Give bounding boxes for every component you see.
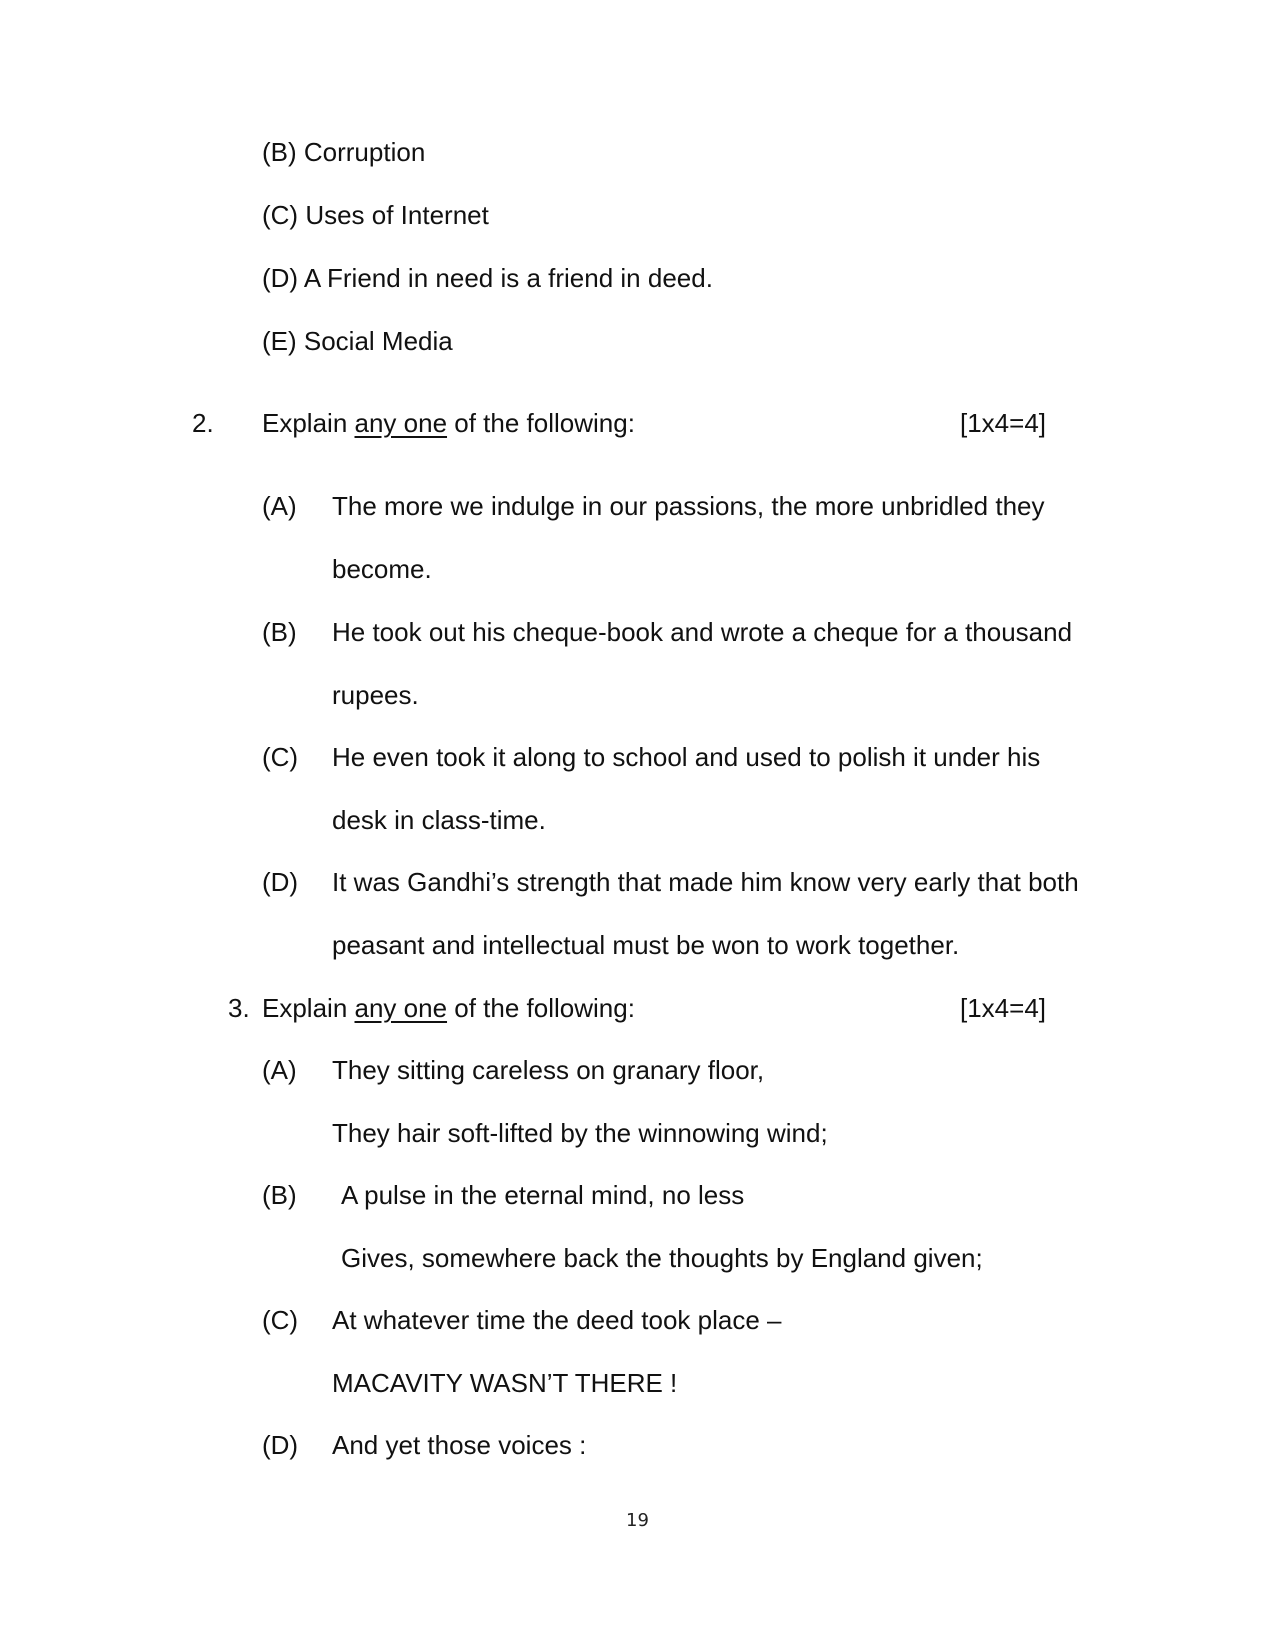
question-3-prompt — [262, 992, 635, 1024]
question-2-prompt — [262, 407, 635, 439]
q3-item-a-label: (A) — [262, 1055, 297, 1085]
q2-item-d-label: (D) — [262, 867, 299, 897]
question-2-prompt-end: of the following: — [447, 408, 635, 438]
q3-item-d-line1: And yet those voices : — [332, 1430, 587, 1460]
q2-item-b-line1: He took out his cheque-book and wrote a cheque for a thousand — [332, 617, 1073, 647]
q2-item-c-label: (C) — [262, 742, 299, 772]
question-2-number: 2. — [192, 408, 214, 438]
q3-item-c-line1: At whatever time the deed took place – — [332, 1305, 782, 1335]
topic-e: (E) Social Media — [262, 326, 453, 356]
q3-item-d-label: (D) — [262, 1430, 299, 1460]
question-3-marks: [1x4=4] — [960, 993, 1047, 1023]
q3-item-c-line2: MACAVITY WASN’T THERE ! — [332, 1368, 678, 1398]
q2-item-d-line1: It was Gandhi’s strength that made him know very early that both — [332, 867, 1079, 897]
topic-d: (D) A Friend in need is a friend in deed. — [262, 263, 713, 293]
topic-c: (C) Uses of Internet — [262, 200, 489, 230]
q2-item-c-line2: desk in class-time. — [332, 805, 546, 835]
q2-item-a-line1: The more we indulge in our passions, the more unbridled they — [332, 491, 1045, 521]
question-2-marks: [1x4=4] — [960, 408, 1047, 438]
q3-item-a-line1: They sitting careless on granary floor, — [332, 1055, 765, 1085]
q3-item-a-line2: They hair soft-lifted by the winnowing wind; — [332, 1118, 828, 1148]
question-3-prompt-start: Explain — [262, 993, 355, 1023]
question-2-prompt-underlined: any one — [354, 408, 448, 438]
q3-item-b-line1: A pulse in the eternal mind, no less — [341, 1180, 745, 1210]
q3-item-b-label: (B) — [262, 1180, 297, 1210]
q2-item-c-line1: He even took it along to school and used to polish it under his — [332, 742, 1041, 772]
question-2-prompt-start: Explain — [262, 408, 355, 438]
q2-item-d-line2: peasant and intellectual must be won to work together. — [332, 930, 960, 960]
question-3-number: 3. — [228, 993, 250, 1023]
topic-b: (B) Corruption — [262, 137, 426, 167]
page-number: 19 — [626, 1510, 649, 1531]
q3-item-c-label: (C) — [262, 1305, 299, 1335]
q2-item-b-label: (B) — [262, 617, 297, 647]
q3-item-b-line2: Gives, somewhere back the thoughts by England given; — [341, 1243, 983, 1273]
question-3-prompt-end: of the following: — [447, 993, 635, 1023]
q2-item-a-label: (A) — [262, 491, 297, 521]
q2-item-a-line2: become. — [332, 554, 432, 584]
q2-item-b-line2: rupees. — [332, 680, 419, 710]
question-3-prompt-underlined: any one — [354, 993, 448, 1023]
